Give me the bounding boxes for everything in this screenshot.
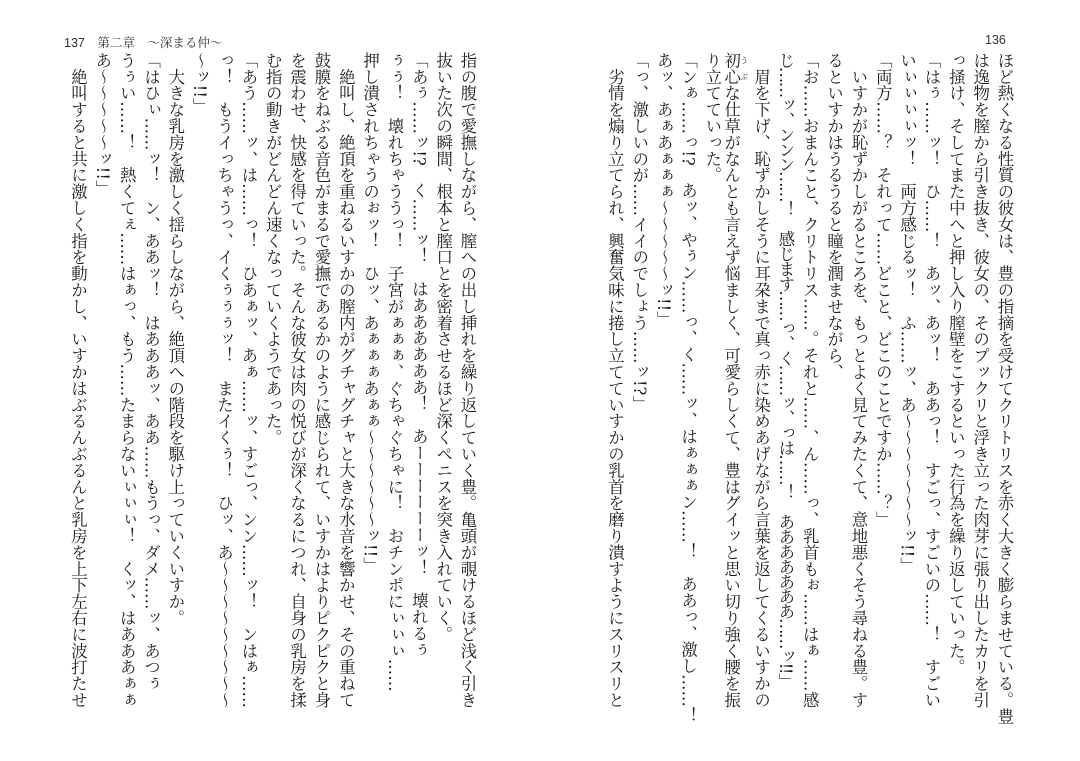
text-column: 絶叫すると共に激しく指を動かし、いすかはぶるんぶるんと乳房を上下左右に波打たせ xyxy=(68,52,88,708)
text-column: うぅい……！ 熱くてぇ……はぁっ、もう……たまらないぃぃぃ！ くッ、はあああぁぁ xyxy=(117,52,137,708)
text-column: あッ、あぁあぁぁぁ～～～～～ッ!!」 xyxy=(654,52,674,328)
text-column: 「はひぃ……ッ！ ン、ああッ！ はあああッ、ああ……もうっ、ダメ……ッ、あつぅ xyxy=(141,52,161,692)
text-column: あ～～～～～ッ!!」 xyxy=(92,52,112,197)
text-column: 眉を下げ、恥ずかしそうに耳朶まで真っ赤に染めあげながら言葉を返してくるいすかの xyxy=(751,52,771,708)
text-column: 劣情を煽り立てられ、興奮気味に捲し立てていすかの乳首を磨り潰すようにスリスリと xyxy=(605,52,625,708)
text-column: じ……ッ、ンンン……！ 感じます……っ、く……ッ、っは……！ あああああああ……ッ!!」 xyxy=(775,52,795,688)
ruby-word xyxy=(721,52,749,85)
text-column: 「はぅ……ッ！ ひ……！ あッ、あッ！ ああっ！ すごっ、すごいの……！ すごい xyxy=(921,52,941,708)
ruby-reading: うぶ xyxy=(739,52,749,85)
text-column: 抜いた次の瞬間、根本と膣口とを密着させるほど深くペニスを突き入れていく。 xyxy=(433,52,453,643)
text-column: っ掻け、そしてまた中へと押し入り膣壁をこするといった行為を繰り返していった。 xyxy=(946,52,966,676)
text-column: ～ッ!!」 xyxy=(190,52,210,115)
text-column: 「っ、激しいのが……イイのでしょう……ッ!?」 xyxy=(629,52,649,412)
text-column: 絶叫し、絶頂を重ねるいすかの膣内がグチャグチャと大きな水音を響かせ、その重ねて xyxy=(336,52,356,708)
text-column-rest: な仕草がなんとも言えず悩ましく、可愛らしくて、豊はグイッと思い切り強く腰を振 xyxy=(721,84,741,709)
text-column: 大きな乳房を激しく揺らしながら、絶頂への階段を駆け上っていくいすか。 xyxy=(165,52,185,626)
text-column: 「あう……ッ、は……っ！ ひあぁッ、あぁ……ッ、すごっ、ンン……ッ！ ンはぁ…… xyxy=(238,52,258,708)
text-column: 「あぅ……ッ!? く……ッ！ はああああああ！ あーーーーーーッ！ 壊れるぅ xyxy=(409,52,429,658)
text-column: ぅぅ！ 壊れちゃううっ！ 子宮がぁぁぁ、ぐちゃぐちゃに！ おチンポにぃぃぃ…… xyxy=(384,52,404,692)
text-column: っ！ もうイっちゃうっ、イくぅぅぅッ！ またイくぅ！ ひッ、あ～～～～～～～～～ xyxy=(214,52,234,708)
left-page-text xyxy=(65,52,479,722)
text-column: は逸物を膣から引き抜き、彼女の、そのプックリと浮き立った肉芽に張り出したカリを引 xyxy=(970,52,990,708)
text-column: 「両方……？ それって……どこと、どこのことですか……？」 xyxy=(873,52,893,528)
text-column: 押し潰されちゃうのぉッ！ ひッ、あぁぁぁあぁぁ～～～～～～ッ!!」 xyxy=(360,52,380,574)
text-column: り立てていった。 xyxy=(702,52,722,184)
text-column: 「ンぁ……っ!? あッ、やぅン……っ、く……ッ、はぁぁぁン……！ ああっ、激し……！ xyxy=(678,52,698,724)
text-column: 「お……おまんこと、クリトリス……。それと……、ん……っ、乳首もぉ……はぁ……感 xyxy=(800,52,820,708)
text-column: を震わせ、快感を得ていった。そんな彼女は肉の悦びが深くなるにつれ、自身の乳房を揉 xyxy=(287,52,307,708)
text-column: む指の動きがどんどん速くなっていくようであった。 xyxy=(263,52,283,446)
text-column: 鼓膜をねぶる音色がまるで愛撫であるかのように感じられて、いすかはよりピクピクと身 xyxy=(311,52,331,708)
text-column: るといすかはうるうると瞳を潤ませながら、 xyxy=(824,52,844,380)
text-column-with-ruby xyxy=(721,52,749,722)
right-page-number: 136 xyxy=(985,33,1006,47)
text-column: ほど熱くなる性質の彼女は、豊の指摘を受けてクリトリスを赤く大きく膨らませている。豊 xyxy=(995,52,1014,725)
right-page-text xyxy=(602,52,1016,725)
text-column: 指の腹で愛撫しながら、膣への出し挿れを繰り返していく豊。亀頭が覗けるほど浅く引き xyxy=(458,52,477,708)
left-page-header: 137 第二章 ～深まる仲～ xyxy=(64,36,223,50)
text-column: いすかが恥ずかしがるところを、もっとよく見てみたくて、意地悪くそう尋ねる豊。す xyxy=(848,52,868,708)
ruby-base: 初心 xyxy=(721,52,741,85)
text-column: いぃぃぃぃッ！ 両方感じるッ！ ふ……ッ、あ～～～～～～～ッ!!」 xyxy=(897,52,917,574)
